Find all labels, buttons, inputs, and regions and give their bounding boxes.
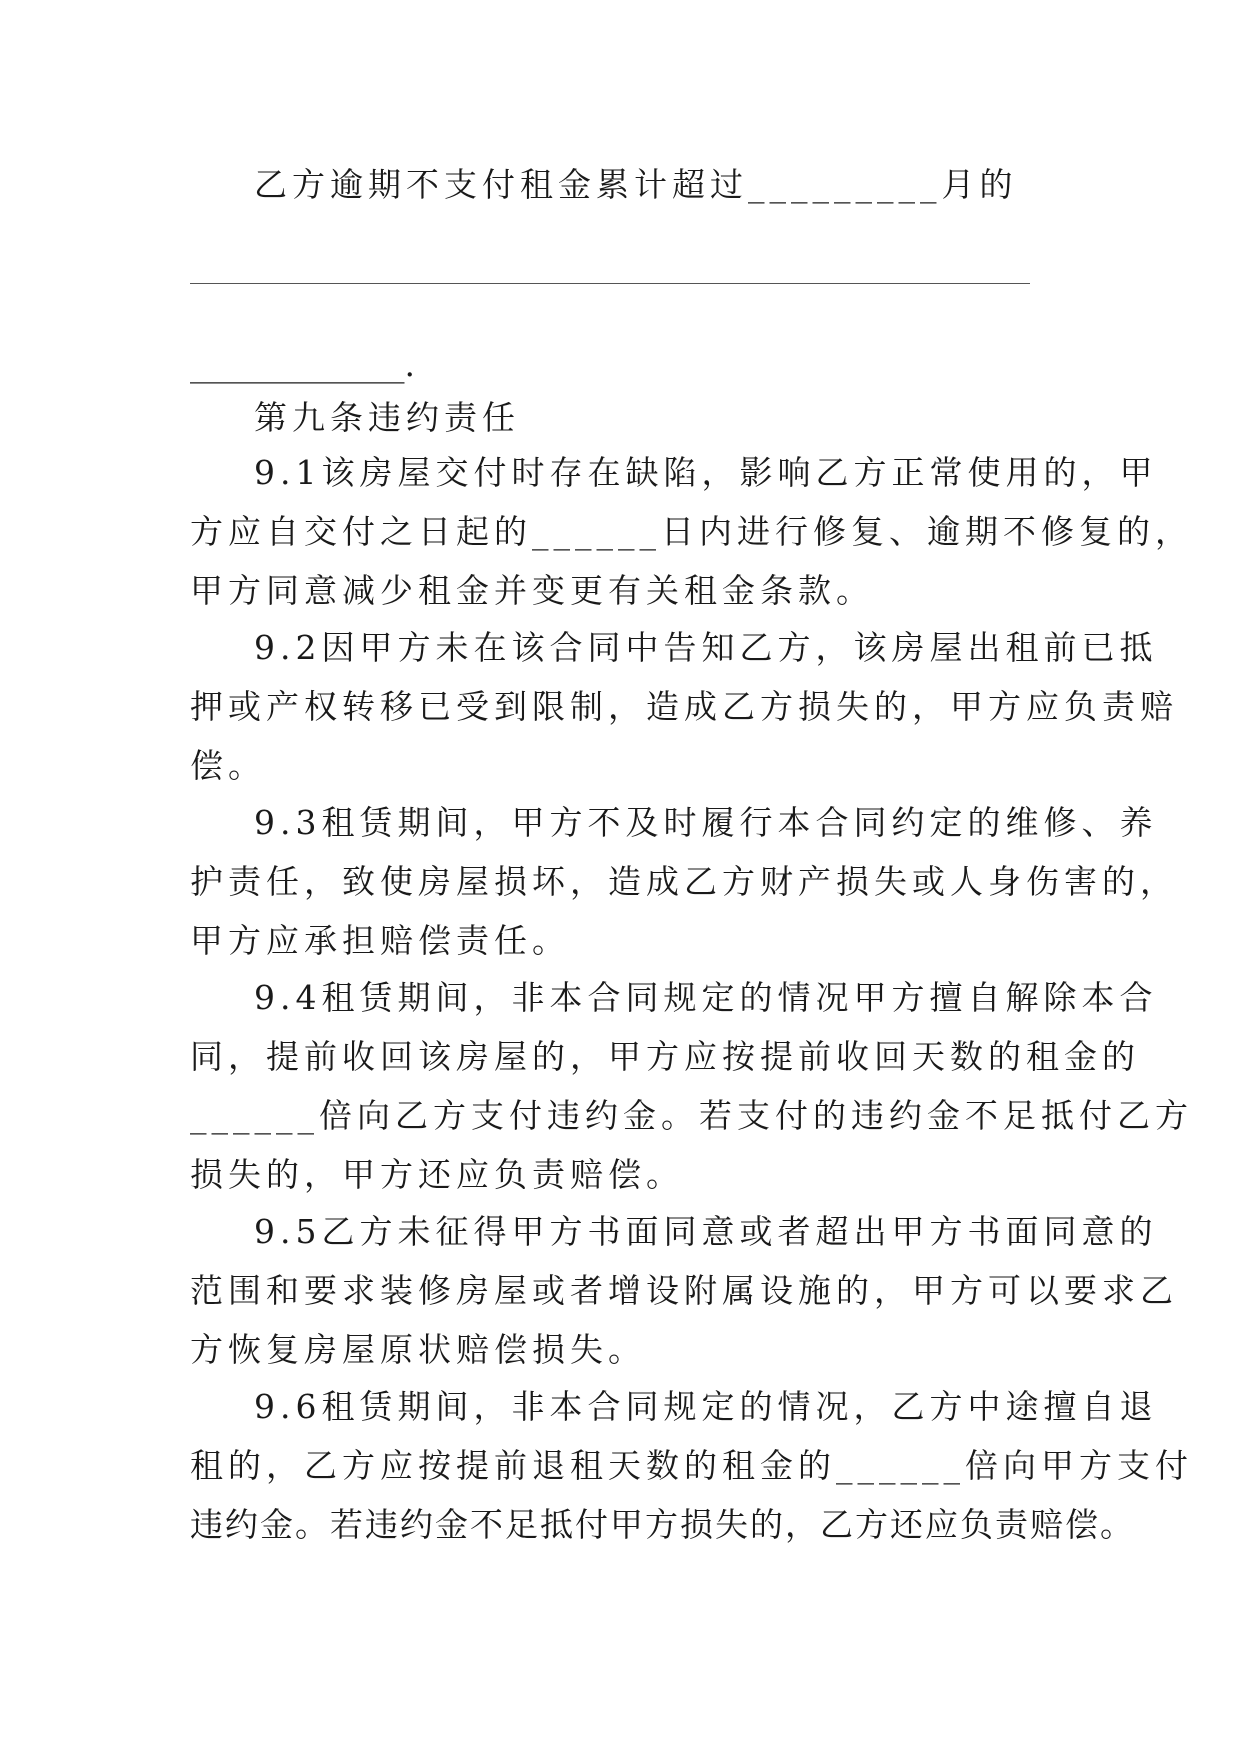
text-line: 9.2因甲方未在该合同中告知乙方，该房屋出租前已抵 <box>254 628 1158 667</box>
text-line: 租的，乙方应按提前退租天数的租金的______倍向甲方支付 <box>190 1446 1193 1485</box>
text-line: 方应自交付之日起的______日内进行修复、逾期不修复的， <box>190 512 1193 551</box>
text-line: 9.4租赁期间，非本合同规定的情况甲方擅自解除本合 <box>254 978 1158 1017</box>
text-line: 押或产权转移已受到限制，造成乙方损失的，甲方应负责赔 <box>190 687 1178 726</box>
text-line: _____________. <box>190 345 415 384</box>
text-line: 违约金。若违约金不足抵付甲方损失的，乙方还应负责赔偿。 <box>190 1505 1135 1544</box>
text-line: 同，提前收回该房屋的，甲方应按提前收回天数的租金的 <box>190 1037 1140 1076</box>
section-heading: 第九条违约责任 <box>254 398 520 437</box>
fill-blank-line <box>190 283 1030 284</box>
text-line: 损失的，甲方还应负责赔偿。 <box>190 1155 684 1194</box>
text-line: 9.3租赁期间，甲方不及时履行本合同约定的维修、养 <box>254 803 1158 842</box>
text-line: 甲方同意减少租金并变更有关租金条款。 <box>190 571 874 610</box>
text-line: 方恢复房屋原状赔偿损失。 <box>190 1330 646 1369</box>
text-line: 偿。 <box>190 746 266 785</box>
text-line: 9.5乙方未征得甲方书面同意或者超出甲方书面同意的 <box>254 1212 1158 1251</box>
text-line: 甲方应承担赔偿责任。 <box>190 921 570 960</box>
text-line: 乙方逾期不支付租金累计超过_________月的 <box>254 165 1018 204</box>
text-line: 9.1该房屋交付时存在缺陷，影响乙方正常使用的，甲 <box>254 453 1158 492</box>
text-line: 9.6租赁期间，非本合同规定的情况，乙方中途擅自退 <box>254 1387 1158 1426</box>
text-line: ______倍向乙方支付违约金。若支付的违约金不足抵付乙方 <box>190 1096 1193 1135</box>
text-line: 护责任，致使房屋损坏，造成乙方财产损失或人身伤害的， <box>190 862 1178 901</box>
text-line: 范围和要求装修房屋或者增设附属设施的，甲方可以要求乙 <box>190 1271 1178 1310</box>
